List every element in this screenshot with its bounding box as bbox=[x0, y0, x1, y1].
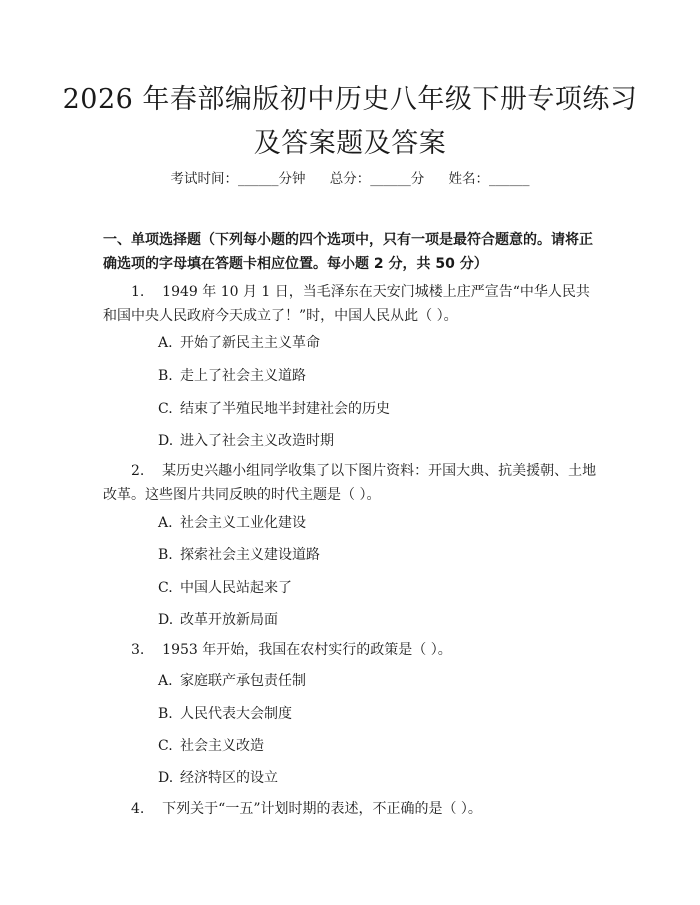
option-letter: C. bbox=[158, 738, 173, 754]
option-3a bbox=[158, 671, 306, 691]
section-heading: 一、单项选择题（下列每小题的四个选项中，只有一项是最符合题意的。请将正确选项的字母填在答题卡相应位置。每小题 2 分，共 50 分） bbox=[103, 232, 593, 272]
option-1c bbox=[158, 399, 390, 419]
question-number: 2. bbox=[131, 463, 145, 479]
question-stem: 1953 年开始，我国在农村实行的政策是（ ）。 bbox=[162, 642, 452, 658]
question-stem: 1949 年 10 月 1 日，当毛泽东在天安门城楼上庄严宣告“中华人民共和国中央人民政府今天成立了！”时，中国人民从此（ ）。 bbox=[103, 284, 590, 324]
option-3d bbox=[158, 768, 278, 788]
option-text: 进入了社会主义改造时期 bbox=[180, 433, 334, 449]
option-3c bbox=[158, 736, 264, 756]
option-1a bbox=[158, 333, 320, 353]
option-letter: D. bbox=[158, 770, 174, 786]
option-text: 改革开放新局面 bbox=[180, 612, 278, 628]
option-letter: A. bbox=[158, 335, 173, 351]
question-2 bbox=[103, 459, 601, 507]
option-2c bbox=[158, 578, 292, 598]
question-stem: 下列关于“一五”计划时期的表述，不正确的是（ ）。 bbox=[162, 801, 482, 817]
option-text: 中国人民站起来了 bbox=[180, 580, 292, 596]
question-1 bbox=[103, 280, 601, 328]
option-letter: B. bbox=[158, 368, 173, 384]
exam-score: 总分：______分 bbox=[329, 171, 425, 187]
option-letter: B. bbox=[158, 547, 173, 563]
question-number: 1. bbox=[131, 284, 145, 300]
option-letter: A. bbox=[158, 673, 173, 689]
option-text: 人民代表大会制度 bbox=[180, 706, 292, 722]
option-text: 家庭联产承包责任制 bbox=[180, 673, 306, 689]
question-number: 4. bbox=[131, 801, 145, 817]
option-letter: D. bbox=[158, 612, 174, 628]
option-2a bbox=[158, 513, 306, 533]
question-stem: 某历史兴趣小组同学收集了以下图片资料：开国大典、抗美援朝、土地改革。这些图片共同反映的时代主题是（ ）。 bbox=[103, 463, 597, 503]
option-letter: C. bbox=[158, 580, 173, 596]
option-3b bbox=[158, 704, 292, 724]
option-letter: C. bbox=[158, 401, 173, 417]
option-text: 开始了新民主主义革命 bbox=[180, 335, 320, 351]
option-2d bbox=[158, 610, 278, 630]
exam-time: 考试时间：______分钟 bbox=[170, 171, 306, 187]
option-letter: D. bbox=[158, 433, 174, 449]
option-letter: A. bbox=[158, 515, 173, 531]
exam-name: 姓名：______ bbox=[448, 171, 530, 187]
option-1d bbox=[158, 431, 334, 451]
option-text: 社会主义工业化建设 bbox=[180, 515, 306, 531]
question-4 bbox=[103, 797, 601, 821]
exam-info bbox=[0, 167, 700, 187]
question-3 bbox=[103, 638, 601, 662]
option-letter: B. bbox=[158, 706, 173, 722]
option-text: 走上了社会主义道路 bbox=[180, 368, 306, 384]
option-text: 结束了半殖民地半封建社会的历史 bbox=[180, 401, 390, 417]
option-text: 探索社会主义建设道路 bbox=[180, 547, 320, 563]
page-title: 2026 年春部编版初中历史八年级下册专项练习及答案题及答案 bbox=[62, 84, 638, 159]
option-text: 社会主义改造 bbox=[180, 738, 264, 754]
option-2b bbox=[158, 545, 320, 565]
question-number: 3. bbox=[131, 642, 145, 658]
option-1b bbox=[158, 366, 306, 386]
option-text: 经济特区的设立 bbox=[180, 770, 278, 786]
